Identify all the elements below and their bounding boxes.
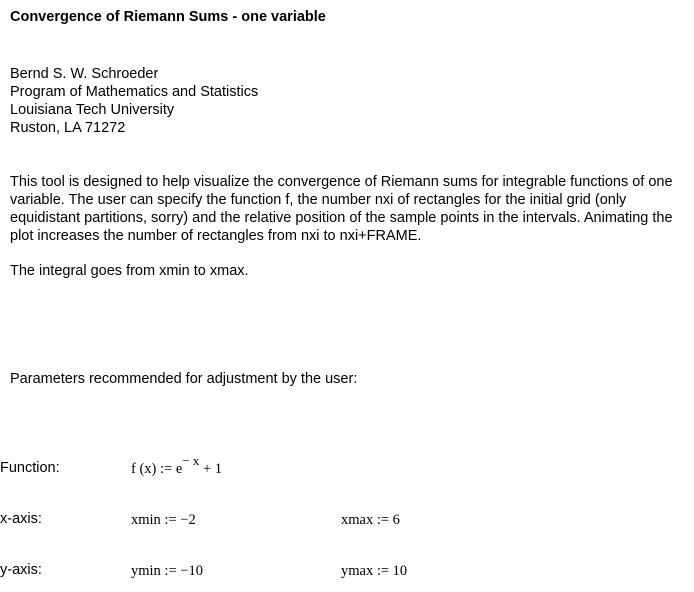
page-title: Convergence of Riemann Sums - one variable [10, 9, 326, 25]
function-tail: + 1 [203, 461, 223, 477]
assign-operator: := [160, 461, 173, 477]
xmin-definition[interactable]: xmin := −2 [131, 512, 196, 528]
author-program: Program of Mathematics and Statistics [10, 84, 259, 100]
integral-note: The integral goes from xmin to xmax. [10, 263, 249, 279]
ymax-definition[interactable]: ymax := 10 [341, 563, 408, 579]
function-label: Function: [0, 460, 60, 476]
yaxis-label: y-axis: [0, 562, 42, 578]
description-paragraph: This tool is designed to help visualize the convergence of Riemann sums for integrable functions of one variable. The user can specify the function f, the number nxi of rectangles for the initial grid (only equidistant partitions, sorry) and the relative position of the sample points in the intervals. Animating the plot increases the number of rectangles from nxi to nxi+FRAME. [10, 174, 673, 244]
function-definition[interactable] [131, 453, 223, 478]
author-name: Bernd S. W. Schroeder [10, 66, 159, 82]
author-block [10, 65, 258, 137]
xaxis-label: x-axis: [0, 511, 42, 527]
function-exponent: − x [182, 453, 200, 468]
author-location: Ruston, LA 71272 [10, 120, 126, 136]
function-lhs: f (x) [131, 461, 157, 477]
function-base: e [175, 461, 183, 477]
params-heading: Parameters recommended for adjustment by the user: [10, 371, 358, 387]
author-university: Louisiana Tech University [10, 102, 175, 118]
ymin-definition[interactable]: ymin := −10 [131, 563, 203, 579]
xmax-definition[interactable]: xmax := 6 [341, 512, 400, 528]
